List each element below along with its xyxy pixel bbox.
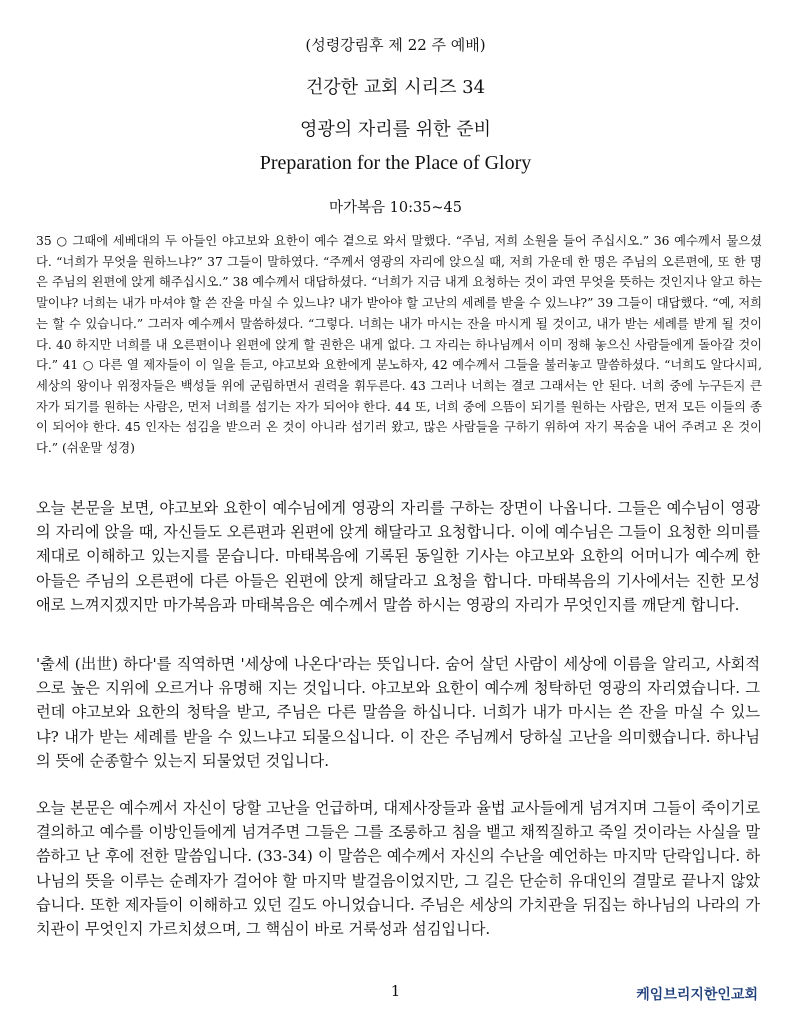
sermon-title-english: Preparation for the Place of Glory — [259, 152, 532, 174]
church-name: 케임브리지한인교회 — [636, 987, 758, 1003]
body-paragraph: '출세 (出世) 하다'를 직역하면 '세상에 나온다'라는 뜻입니다. 숨어 살던 사람이 세상에 이름을 알리고, 사회적으로 높은 지위에 오르거나 유명해 지는 것입니다. 야고보와 요한이 예수께 청탁하던 영광의 자리였습니다. 그런데 야고보와 요한의 청탁을 받고, 주님은 다른 말씀을 하십니다. 너희가 내가 마시는 쓴 잔을 마실 수 있느냐? 내가 받는 세례를 받을 수 있느냐고 되물으십니다. 이 잔은 주님께서 당하실 고난을 의미했습니다. 하나님의 뜻에 순종할수 있는지 되물었던 것입니다. — [36, 655, 760, 770]
scripture-reference: 마가복음 10:35~45 — [328, 200, 463, 216]
sermon-title-korean: 영광의 자리를 위한 준비 — [299, 119, 492, 140]
body-paragraph: 오늘 본문을 보면, 야고보와 요한이 예수님에게 영광의 자리를 구하는 장면이 나옵니다. 그들은 예수님이 영광의 자리에 앉을 때, 자신들도 오른편과 왼편에 앉게 해달라고 요청합니다. 이에 예수님은 그들이 요청한 의미를 제대로 이해하고 있는지를 묻습니다. 마태복음에 기록된 동일한 기사는 야고보와 요한의 어머니가 예수께 한 아들은 주님의 오른편에 다른 아들은 왼편에 앉게 해달라고 요청을 합니다. 마태복음의 기사에서는 진한 모성애로 느껴지겠지만 마가복음과 마태복음은 예수께서 말씀 하시는 영광의 자리가 무엇인지를 깨닫게 합니다. — [36, 499, 760, 614]
scripture-passage: 35 ○ 그때에 세베대의 두 아들인 야고보와 요한이 예수 곁으로 와서 말했다. “주님, 저희 소원을 들어 주십시오.” 36 예수께서 물으셨다. “너희가 무엇을 원하느냐?” 37 그들이 말하였다. “주께서 영광의 자리에 앉으실 때, 저희 가운데 한 명은 주님의 오른편에, 또 한 명은 주님의 왼편에 앉게 해주십시오.” 38 예수께서 대답하셨다. “너희가 지금 내게 요청하는 것이 과연 무엇을 뜻하는 것인지나 알고 하는 말이냐? 너희는 내가 마셔야 할 쓴 잔을 마실 수 있느냐? 내가 받아야 할 고난의 세례를 받을 수 있느냐?” 39 그들이 대답했다. “예, 저희는 할 수 있습니다.” 그러자 예수께서 말씀하셨다. “그렇다. 너희는 내가 마시는 잔을 마시게 될 것이고, 내가 받는 세례를 받게 될 것이다. 40 하지만 너희를 내 오른편이나 왼편에 앉게 할 권한은 내게 없다. 그 자리는 하나님께서 이미 정해 놓으신 사람들에게 돌아갈 것이다.” 41 ○ 다른 열 제자들이 이 일을 듣고, 야고보와 요한에게 분노하자, 42 예수께서 그들을 불러놓고 말씀하셨다. “너희도 알다시피, 세상의 왕이나 위정자들은 백성들 위에 군림하면서 권력을 휘두른다. 43 그러나 너희는 결코 그래서는 안 된다. 너희 중에 누구든지 큰 자가 되기를 원하는 사람은, 먼저 너희를 섬기는 자가 되어야 한다. 44 또, 너희 중에 으뜸이 되기를 원하는 사람은, 먼저 모든 이들의 종이 되어야 한다. 45 인자는 섬김을 받으러 온 것이 아니라 섬기러 왔고, 많은 사람들을 구하기 위하여 자기 목숨을 내어 주려고 온 것이다.” (쉬운말 성경) — [36, 234, 762, 456]
series-title: 건강한 교회 시리즈 34 — [305, 77, 486, 98]
service-label: (성령강림후 제 22 주 예배) — [305, 36, 486, 54]
page-number: 1 — [390, 982, 401, 1000]
body-paragraph: 오늘 본문은 예수께서 자신이 당할 고난을 언급하며, 대제사장들과 율법 교사들에게 넘겨지며 그들이 죽이기로 결의하고 예수를 이방인들에게 넘겨주면 그들은 그를 조롱하고 침을 뱉고 채찍질하고 죽일 것이라는 사실을 말씀하고 난 후에 전한 말씀입니다. (33-34) 이 말씀은 예수께서 자신의 수난을 예언하는 마지막 단락입니다. 하나님의 뜻을 이루는 순례자가 걸어야 할 마지막 발걸음이었지만, 그 길은 단순히 유대인의 결말로 끝나지 않았습니다. 또한 제자들이 이해하고 있던 길도 아니었습니다. 주님은 세상의 가치관을 뒤집는 하나님의 나라의 가치관이 무엇인지 가르치셨으며, 그 핵심이 바로 거룩성과 섬김입니다. — [36, 799, 760, 939]
